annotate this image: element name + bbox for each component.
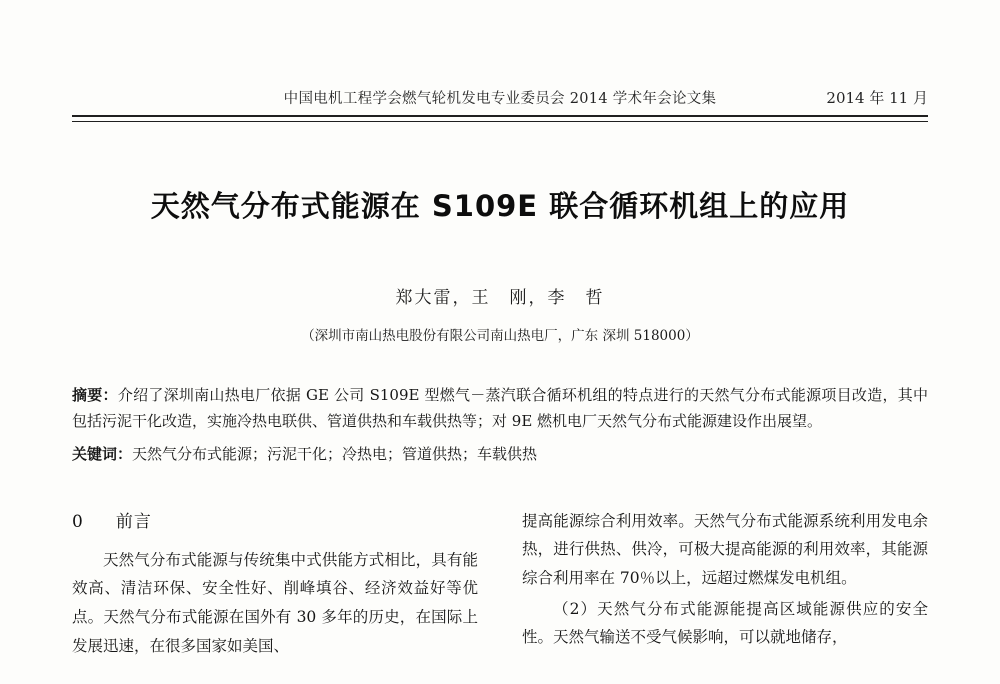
paragraph: （2）天然气分布式能源能提高区域能源供应的安全性。天然气输送不受气候影响，可以就地储存，	[522, 599, 928, 647]
section-heading	[72, 507, 478, 532]
paragraph: 天然气分布式能源与传统集中式供能方式相比，具有能效高、清洁环保、安全性好、削峰填谷、经济效益好等优点。天然气分布式能源在国外有 30 多年的历史，在国际上发展迅速，在很多国家如美国、	[72, 550, 478, 655]
keywords-text: 天然气分布式能源；污泥干化；冷热电；管道供热；车载供热	[132, 444, 538, 463]
keywords-label: 关键词：	[72, 444, 133, 463]
running-head-center: 中国电机工程学会燃气轮机发电专业委员会 2014 学术年会论文集	[283, 91, 717, 107]
author-list: 郑大雷，王 刚，李 哲	[395, 288, 605, 308]
page-title: 天然气分布式能源在 S109E 联合循环机组上的应用	[150, 189, 850, 223]
column-left	[72, 507, 478, 661]
keywords	[72, 441, 928, 467]
abstract-label: 摘要：	[72, 386, 118, 404]
abstract-text: 介绍了深圳南山热电厂依据 GE 公司 S109E 型燃气－蒸汽联合循环机组的特点进行的天然气分布式能源项目改造，其中包括污泥干化改造，实施冷热电联供、管道供热和车载供热等；对 9E 燃机电厂天然气分布式能源建设作出展望。	[72, 386, 928, 431]
header-divider	[72, 115, 928, 122]
section-name: 前言	[115, 511, 152, 532]
column-right	[522, 507, 928, 661]
running-head-date: 2014 年 11 月	[826, 89, 928, 107]
body-columns	[72, 507, 928, 661]
running-head	[72, 0, 928, 108]
paragraph: 提高能源综合利用效率。天然气分布式能源系统利用发电余热，进行供热、供冷，可极大提高能源的利用效率，其能源综合利用率在 70％以上，远超过燃煤发电机组。	[522, 511, 928, 588]
abstract	[72, 382, 928, 435]
section-number: 0	[72, 511, 84, 532]
affiliation: （深圳市南山热电股份有限公司南山热电厂，广东 深圳 518000）	[301, 328, 699, 344]
